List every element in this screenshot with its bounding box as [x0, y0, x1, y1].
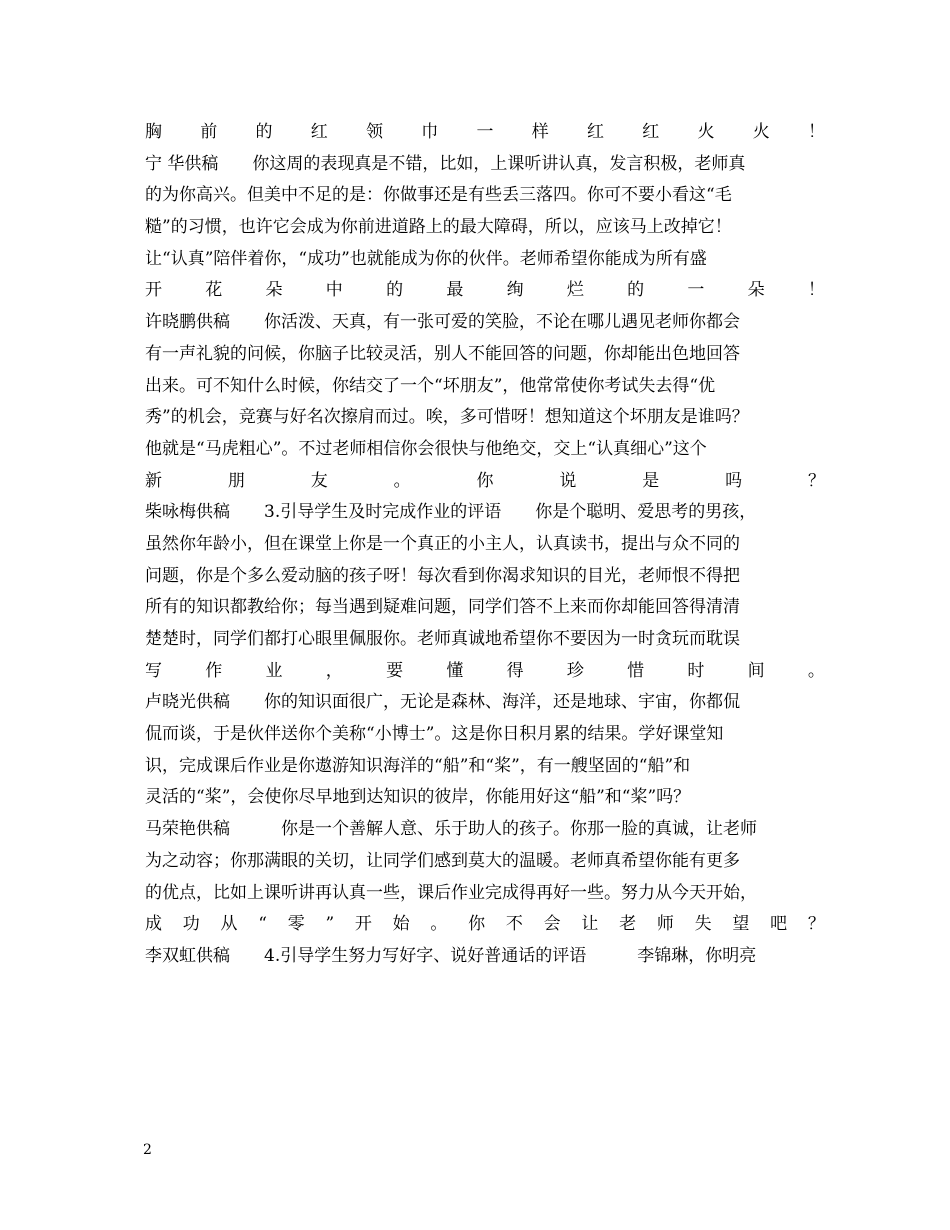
line-char: ！ [807, 280, 825, 301]
text-line [145, 941, 825, 973]
line-char: 时 [687, 660, 705, 681]
line-text: 楚楚时，同学们都打心眼里佩服你。老师真诚地希望你不要因为一时贪玩而耽误 [145, 629, 740, 649]
line-char: 绚 [506, 280, 524, 301]
line-char: 一 [476, 122, 494, 142]
line-char: 成 [145, 914, 162, 935]
line-text: 秀”的机会，竞赛与好名次擦肩而过。唉，多可惜呀！想知道这个坏朋友是谁吗？ [145, 407, 749, 428]
line-char: 你 [468, 914, 486, 935]
line-char: 要 [386, 660, 404, 681]
line-text: 李双虹供稿 4.引导学生努力写好字、说好普通话的评语 李锦琳，你明亮 [145, 945, 757, 966]
text-line [145, 687, 825, 719]
line-text: 他就是“马虎粗心”。不过老师相信你会很快与他绝交，交上“认真细心”这个 [145, 438, 707, 459]
line-char: 始 [392, 914, 410, 935]
text-line [145, 656, 825, 688]
line-char: ， [325, 660, 343, 681]
text-line [145, 497, 825, 529]
line-char: 一 [687, 280, 705, 301]
line-char: ！ [808, 122, 825, 142]
line-char: ” [325, 914, 335, 935]
text-line [145, 466, 825, 498]
line-char: 火 [697, 122, 715, 142]
line-char: 。 [807, 660, 825, 681]
line-char: 花 [205, 280, 223, 301]
text-line [145, 275, 825, 307]
line-char: 中 [325, 280, 343, 301]
text-line [145, 434, 825, 466]
line-char: 惜 [627, 660, 645, 681]
text-line [145, 149, 825, 181]
line-char: “ [258, 914, 267, 935]
line-char: 你 [476, 470, 494, 491]
text-line [145, 117, 825, 149]
line-char: 。 [393, 470, 411, 491]
line-text: 让“认真”陪伴着你，“成功”也就能成为你的伙伴。老师希望你能成为所有盛 [145, 248, 707, 269]
line-char: 作 [205, 660, 223, 681]
line-text: 灵活的“桨”，会使你尽早地到达知识的彼岸，你能用好这“船”和“桨”吗？ [145, 787, 691, 808]
line-char: 得 [506, 660, 524, 681]
line-text: 的为你高兴。但美中不足的是：你做事还是有些丢三落四。你可不要小看这“毛 [145, 185, 732, 206]
line-char: 的 [386, 280, 404, 301]
line-char: 望 [732, 914, 750, 935]
body-text [145, 117, 825, 973]
line-char: 老 [619, 914, 637, 935]
text-line [145, 180, 825, 212]
line-char: 功 [182, 914, 200, 935]
line-char: 红 [310, 122, 328, 142]
line-text: 马荣艳供稿 你是一个善解人意、乐于助人的孩子。你那一脸的真诚，让老师 [145, 819, 757, 840]
line-char: 让 [581, 914, 599, 935]
line-text: 为之动容；你那满眼的关切，让同学们感到莫大的温暖。老师真希望你能有更多 [145, 850, 740, 871]
line-text: 虽然你年龄小，但在课堂上你是一个真正的小主人，认真读书，提出与众不同的 [145, 533, 740, 554]
text-line [145, 529, 825, 561]
line-char: 红 [642, 122, 660, 142]
line-char: 火 [752, 122, 770, 142]
line-char: 从 [220, 914, 238, 935]
line-text: 识，完成课后作业是你遨游知识海洋的“船”和“桨”，有一艘坚固的“船”和 [145, 755, 691, 776]
line-char: 师 [656, 914, 674, 935]
line-char: 朵 [265, 280, 283, 301]
line-char: 是 [642, 470, 660, 491]
text-line [145, 909, 825, 941]
line-char: 懂 [446, 660, 464, 681]
line-char: 珍 [566, 660, 584, 681]
line-char: 烂 [566, 280, 584, 301]
line-char: ？ [807, 914, 825, 935]
text-line [145, 814, 825, 846]
text-line [145, 402, 825, 434]
line-char: 开 [354, 914, 372, 935]
line-text: 的优点，比如上课听讲再认真一些，课后作业完成得再好一些。努力从今天开始， [145, 882, 757, 903]
line-char: 巾 [421, 122, 439, 142]
text-line [145, 846, 825, 878]
line-char: 说 [559, 470, 577, 491]
line-char: 朋 [227, 470, 245, 491]
line-char: 吧 [770, 914, 788, 935]
line-text: 问题，你是个多么爱动脑的孩子呀！每次看到你渴求知识的目光，老师恨不得把 [145, 565, 740, 586]
line-text: 侃而谈，于是伙伴送你个美称“小博士”。这是你日积月累的结果。学好课堂知 [145, 724, 724, 745]
line-char: 吗 [725, 470, 743, 491]
line-char: 新 [145, 470, 162, 491]
line-char: ？ [808, 470, 825, 491]
line-char: 业 [265, 660, 283, 681]
line-text: 有一声礼貌的问候，你脑子比较灵活，别人不能回答的问题，你却能出色地回答 [145, 343, 740, 364]
line-char: 胸 [145, 122, 162, 142]
text-line [145, 371, 825, 403]
line-char: 的 [627, 280, 645, 301]
line-char: 开 [145, 280, 162, 301]
text-line [145, 592, 825, 624]
line-text: 糙”的习惯，也许它会成为你前进道路上的最大障碍，所以，应该马上改掉它！ [145, 217, 732, 238]
text-line [145, 307, 825, 339]
text-line [145, 719, 825, 751]
text-line [145, 244, 825, 276]
line-char: 间 [747, 660, 765, 681]
line-char: 友 [310, 470, 328, 491]
text-line [145, 878, 825, 910]
line-char: 会 [543, 914, 561, 935]
line-text: 所有的知识都教给你；每当遇到疑难问题，同学们答不上来而你却能回答得清清 [145, 597, 740, 618]
line-char: 朵 [747, 280, 765, 301]
line-char: 的 [255, 122, 273, 142]
line-char: 。 [430, 914, 448, 935]
line-char: 领 [366, 122, 383, 142]
line-char: 样 [531, 122, 549, 142]
text-line [145, 339, 825, 371]
text-line [145, 782, 825, 814]
line-text: 柴咏梅供稿 3.引导学生及时完成作业的评语 你是个聪明、爱思考的男孩， [145, 502, 757, 523]
line-text: 卢晓光供稿 你的知识面很广，无论是森林、海洋，还是地球、宇宙，你都侃 [145, 692, 740, 713]
text-line [145, 212, 825, 244]
line-char: 最 [446, 280, 464, 301]
line-char: 不 [505, 914, 523, 935]
page-number: 2 [143, 1142, 152, 1158]
text-line [145, 561, 825, 593]
line-text: 许晓鹏供稿 你活泼、天真，有一张可爱的笑脸，不论在哪儿遇见老师你都会 [145, 312, 740, 333]
text-line [145, 751, 825, 783]
line-text: 宁 华供稿 你这周的表现真是不错，比如，上课听讲认真，发言积极，老师真 [145, 153, 746, 174]
line-char: 前 [200, 122, 218, 142]
line-char: 写 [145, 660, 162, 681]
line-text: 出来。可不知什么时候，你结交了一个“坏朋友”，他常常使你考试失去得“优 [145, 375, 716, 396]
line-char: 失 [694, 914, 712, 935]
line-char: 零 [287, 914, 305, 935]
line-char: 红 [587, 122, 604, 142]
text-line [145, 624, 825, 656]
